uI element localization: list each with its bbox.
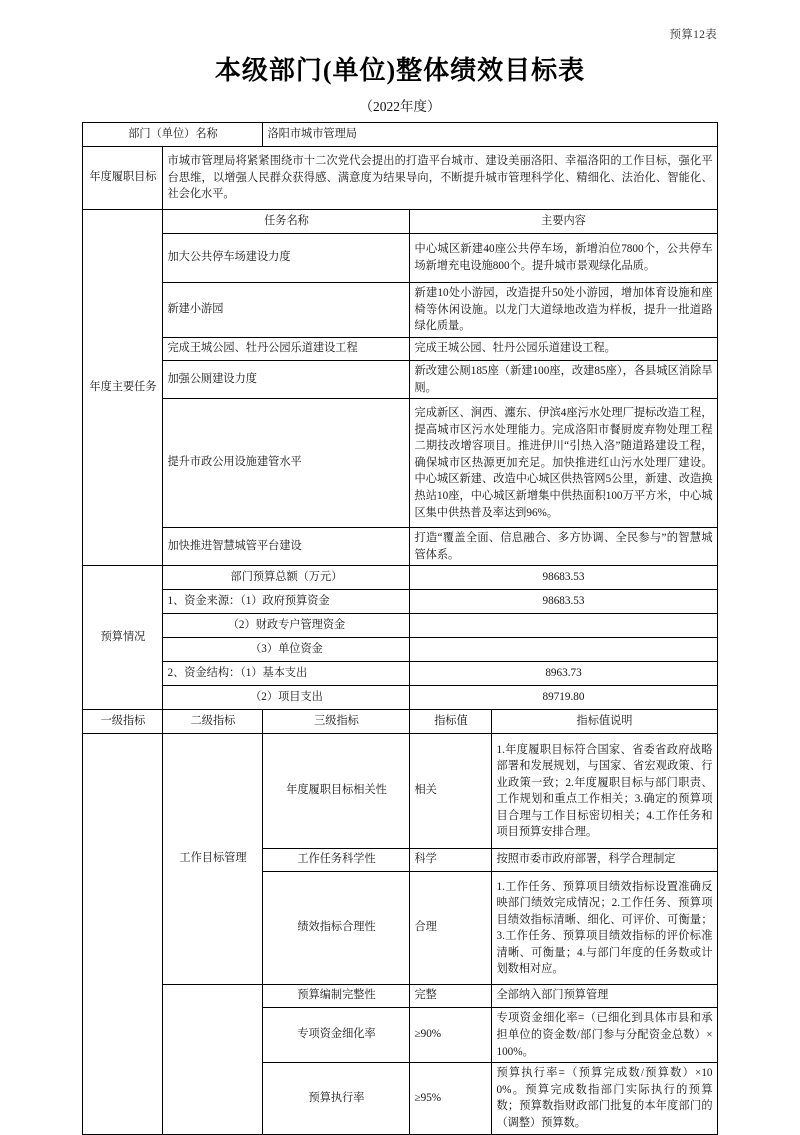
indicator-value: ≥95% xyxy=(410,1063,492,1134)
table-row-indicator-header xyxy=(83,710,717,734)
page-title: 本级部门(单位)整体绩效目标表 xyxy=(214,56,586,85)
table-row-task xyxy=(83,361,717,399)
task-content: 完成新区、涧西、瀍东、伊滨4座污水处理厂提标改造工程，提高城市区污水处理能力。完成洛阳市餐厨废弃物处理工程二期技改增容项目。推进伊川“引热入洛”随道路建设工程，确保城市区热源更加充足。加快推进红山污水处理厂建设。中心城区新建、改造中心城区供热管网5公里，新建、改造换热站10座，中心城区新增集中供热面积100万平方米，中心城区集中供热普及率达到96%。 xyxy=(410,399,717,528)
budget-label: 预算情况 xyxy=(83,566,163,710)
indicator-level3-header: 三级指标 xyxy=(263,710,410,734)
indicator-explanation: 按照市委市政府部署，科学合理制定 xyxy=(492,849,717,872)
budget-value: 89719.80 xyxy=(410,686,717,710)
indicator-level2-value xyxy=(163,985,263,1134)
annual-duty-label: 年度履职目标 xyxy=(83,147,163,210)
task-name-header: 任务名称 xyxy=(163,210,410,234)
table-row-budget xyxy=(83,614,717,638)
budget-item: （3）单位资金 xyxy=(163,638,410,662)
indicator-level3-value: 预算编制完整性 xyxy=(263,985,410,1008)
budget-item: （2）项目支出 xyxy=(163,686,410,710)
indicator-level3-value: 工作任务科学性 xyxy=(263,849,410,872)
page-subtitle: （2022年度） xyxy=(359,99,441,114)
task-name: 完成王城公园、牡丹公园乐道建设工程 xyxy=(163,338,410,361)
indicator-level3-value: 专项资金细化率 xyxy=(263,1008,410,1063)
indicator-level2-header: 二级指标 xyxy=(163,710,263,734)
table-row-indicator xyxy=(83,985,717,1008)
indicator-value: 完整 xyxy=(410,985,492,1008)
table-row-annual-duty xyxy=(83,147,717,210)
indicator-level3-value: 年度履职目标相关性 xyxy=(263,734,410,849)
task-name: 提升市政公用设施建管水平 xyxy=(163,399,410,528)
indicator-explanation: 预算执行率=（预算完成数/预算数）×100%。预算完成数指部门实际执行的预算数；预算数指财政部门批复的本年度部门的（调整）预算数。 xyxy=(492,1063,717,1134)
indicator-level1-value xyxy=(83,734,163,1134)
task-content: 新建10处小游园，改造提升50处小游园，增加体育设施和座椅等休闲设施。以龙门大道绿地改造为样板，提升一批道路绿化质量。 xyxy=(410,283,717,338)
indicator-value: ≥90% xyxy=(410,1008,492,1063)
budget-value: 8963.73 xyxy=(410,662,717,686)
indicator-explanation: 1.年度履职目标符合国家、省委省政府战略部署和发展规划，与国家、省宏观政策、行业政策一致；2.年度履职目标与部门职责、工作规划和重点工作相关；3.确定的预算项目合理与工作目标密切相关；4.工作任务和项目预算安排合理。 xyxy=(492,734,717,849)
task-name: 新建小游园 xyxy=(163,283,410,338)
budget-item: 2、资金结构：（1）基本支出 xyxy=(163,662,410,686)
table-row-department xyxy=(83,123,717,147)
indicator-level1-header: 一级指标 xyxy=(83,710,163,734)
table-row-tasks-header xyxy=(83,210,717,234)
indicator-value: 相关 xyxy=(410,734,492,849)
indicator-level3-value: 绩效指标合理性 xyxy=(263,872,410,985)
task-content: 新改建公厕185座（新建100座，改建85座），各县城区消除旱厕。 xyxy=(410,361,717,399)
department-label: 部门（单位）名称 xyxy=(83,123,263,147)
table-row-task xyxy=(83,399,717,528)
budget-value: 98683.53 xyxy=(410,590,717,614)
indicator-explanation: 1.工作任务、预算项目绩效指标设置准确反映部门绩效完成情况；2.工作任务、预算项目绩效指标清晰、细化、可评价、可衡量；3.工作任务、预算项目绩效指标的评价标准清晰、可衡量；4.与部门年度的任务数或计划数相对应。 xyxy=(492,872,717,985)
indicator-level2-value: 工作目标管理 xyxy=(163,734,263,985)
form-number-label: 预算12表 xyxy=(669,29,717,41)
department-value: 洛阳市城市管理局 xyxy=(263,123,717,147)
annual-duty-text: 市城市管理局将紧紧围绕市十二次党代会提出的打造平台城市、建设美丽洛阳、幸福洛阳的工作目标，强化平台思维，以增强人民群众获得感、满意度为结果导向，不断提升城市管理科学化、精细化、法治化、智能化、社会化水平。 xyxy=(163,147,717,210)
table-row-budget xyxy=(83,638,717,662)
budget-item: 部门预算总额（万元） xyxy=(163,566,410,590)
table-row-indicator xyxy=(83,734,717,849)
table-row-task xyxy=(83,338,717,361)
task-content: 中心城区新建40座公共停车场，新增泊位7800个，公共停车场新增充电设施800个。提升城市景观绿化品质。 xyxy=(410,234,717,283)
table-row-task xyxy=(83,528,717,566)
task-name: 加快推进智慧城管平台建设 xyxy=(163,528,410,566)
indicator-value: 合理 xyxy=(410,872,492,985)
task-name: 加大公共停车场建设力度 xyxy=(163,234,410,283)
indicator-explanation: 全部纳入部门预算管理 xyxy=(492,985,717,1008)
table-row-budget xyxy=(83,590,717,614)
task-content-header: 主要内容 xyxy=(410,210,717,234)
indicator-value: 科学 xyxy=(410,849,492,872)
indicator-explanation: 专项资金细化率=（已细化到具体市县和承担单位的资金数/部门参与分配资金总数）×100%。 xyxy=(492,1008,717,1063)
indicator-explanation-header: 指标值说明 xyxy=(492,710,717,734)
table-row-task xyxy=(83,283,717,338)
budget-value: 98683.53 xyxy=(410,566,717,590)
table-row-budget xyxy=(83,686,717,710)
main-tasks-label: 年度主要任务 xyxy=(83,210,163,566)
task-content: 完成王城公园、牡丹公园乐道建设工程。 xyxy=(410,338,717,361)
budget-value xyxy=(410,614,717,638)
table-row-budget xyxy=(83,662,717,686)
performance-goal-table xyxy=(82,122,717,1135)
indicator-value-header: 指标值 xyxy=(410,710,492,734)
budget-item: （2）财政专户管理资金 xyxy=(163,614,410,638)
task-content: 打造“覆盖全面、信息融合、多方协调、全民参与”的智慧城管体系。 xyxy=(410,528,717,566)
table-row-budget xyxy=(83,566,717,590)
table-row-task xyxy=(83,234,717,283)
task-name: 加强公厕建设力度 xyxy=(163,361,410,399)
indicator-level3-value: 预算执行率 xyxy=(263,1063,410,1134)
budget-item: 1、资金来源：（1）政府预算资金 xyxy=(163,590,410,614)
budget-value xyxy=(410,638,717,662)
